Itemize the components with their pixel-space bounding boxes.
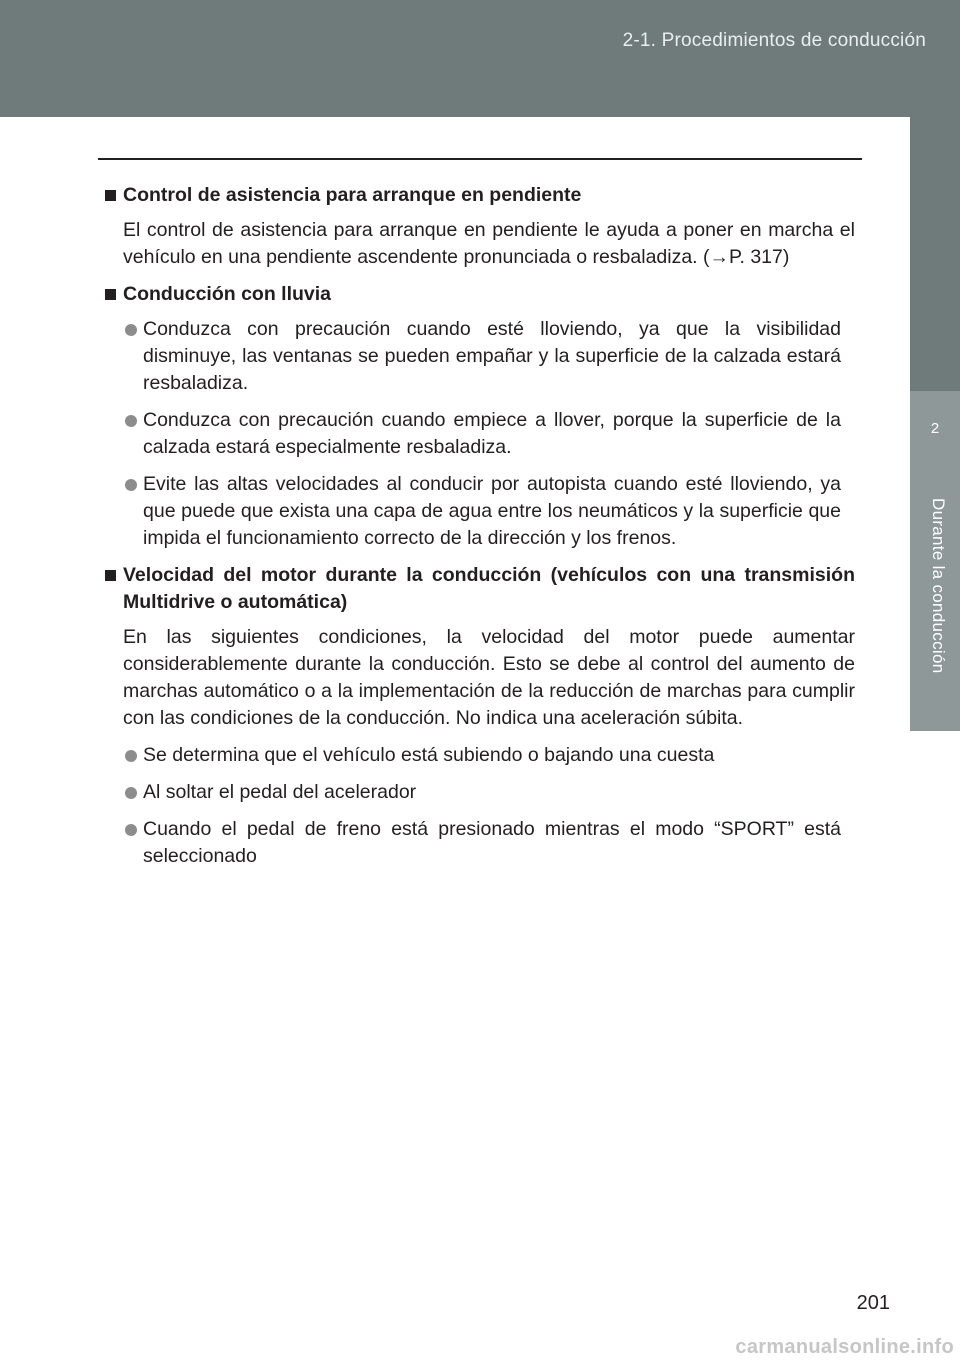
section-paragraph: El control de asistencia para arranque en pendiente le ayuda a poner en marcha el vehículo en una pendiente ascendente pronunciada o resbaladiza. (→P. 317)	[123, 219, 855, 268]
list-item	[123, 779, 841, 806]
list-item-text: Evite las altas velocidades al conducir por autopista cuando esté lloviendo, ya que puede que exista una capa de agua entre los neumáticos y la superficie que impida el funcionamiento correcto de la dirección y los frenos.	[143, 473, 841, 549]
page-number: 201	[856, 1292, 890, 1314]
list-item	[123, 816, 841, 870]
section-heading	[103, 182, 855, 209]
header-band	[0, 0, 960, 117]
round-bullet-icon	[125, 324, 137, 336]
section-title: 2-1. Procedimientos de conducción	[622, 30, 926, 51]
list-item	[123, 407, 841, 461]
square-bullet-icon	[105, 570, 116, 581]
round-bullet-icon	[125, 750, 137, 762]
list-item-text: Al soltar el pedal del acelerador	[143, 781, 417, 803]
list-item	[123, 471, 841, 552]
round-bullet-icon	[125, 787, 137, 799]
chapter-side-tab-top	[910, 117, 960, 391]
section-heading	[103, 281, 855, 308]
section-paragraph: En las siguientes condiciones, la velocidad del motor puede aumentar considerablemente durante la conducción. Esto se debe al control del aumento de marchas automático o a la implementación de la reducción de marchas para cumplir con las condiciones de la conducción. No indica una aceleración súbita.	[123, 626, 855, 729]
section-heading-text: Velocidad del motor durante la conducción (vehículos con una transmisión Multidrive o automática)	[123, 564, 855, 613]
list-item-text: Conduzca con precaución cuando esté lloviendo, ya que la visibilidad disminuye, las ventanas se pueden empañar y la superficie de la calzada estará resbaladiza.	[143, 318, 841, 394]
round-bullet-icon	[125, 479, 137, 491]
section-heading-text: Conducción con lluvia	[123, 283, 332, 305]
square-bullet-icon	[105, 190, 116, 201]
chapter-number: 2	[930, 420, 940, 437]
round-bullet-icon	[125, 824, 137, 836]
page-content	[103, 178, 855, 880]
section-heading	[103, 562, 855, 616]
list-item	[123, 316, 841, 397]
top-divider	[98, 158, 862, 160]
list-item-text: Cuando el pedal de freno está presionado mientras el modo “SPORT” está seleccionado	[143, 818, 841, 867]
watermark: carmanualsonline.info	[735, 1336, 954, 1358]
chapter-name: Durante la conducción	[929, 498, 948, 674]
list-item-text: Se determina que el vehículo está subiendo o bajando una cuesta	[143, 744, 715, 766]
list-item	[123, 742, 841, 769]
round-bullet-icon	[125, 415, 137, 427]
section-heading-text: Control de asistencia para arranque en pendiente	[123, 184, 582, 206]
list-item-text: Conduzca con precaución cuando empiece a llover, porque la superficie de la calzada estará especialmente resbaladiza.	[143, 409, 841, 458]
square-bullet-icon	[105, 289, 116, 300]
